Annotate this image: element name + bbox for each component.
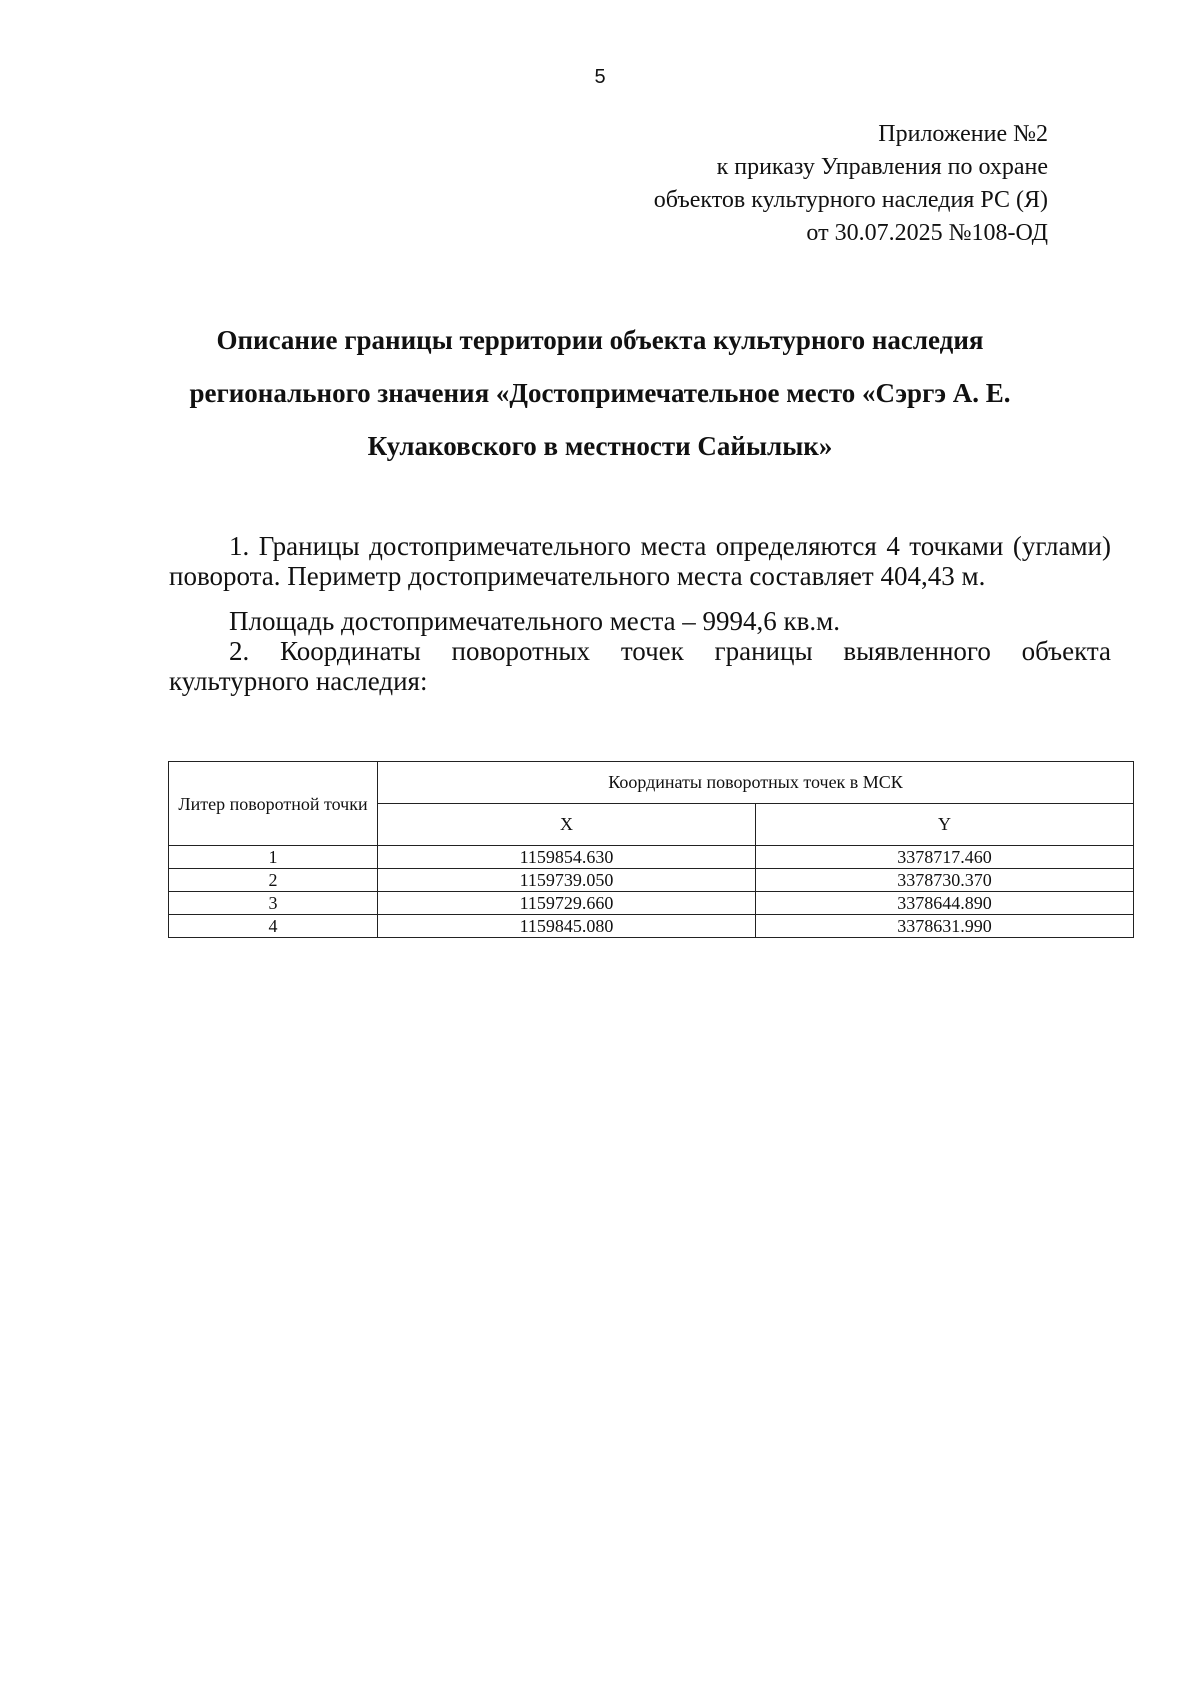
page-number: 5 xyxy=(594,66,606,88)
header-x: X xyxy=(378,804,756,846)
cell-y: 3378730.370 xyxy=(755,869,1133,892)
cell-y: 3378717.460 xyxy=(755,846,1133,869)
cell-x: 1159854.630 xyxy=(378,846,756,869)
paragraph-coordinates: 2. Координаты поворотных точек границы выявленного объекта культурного наследия: xyxy=(169,636,1111,696)
appendix-line: Приложение №2 xyxy=(878,121,1048,147)
table-row xyxy=(169,869,1134,892)
table-row xyxy=(169,892,1134,915)
cell-literal: 2 xyxy=(169,869,378,892)
appendix-line: от 30.07.2025 №108-ОД xyxy=(806,220,1048,246)
table-row xyxy=(169,846,1134,869)
cell-y: 3378644.890 xyxy=(755,892,1133,915)
title-line: регионального значения «Достопримечательное место «Сэргэ А. Е. xyxy=(189,378,1011,408)
cell-y: 3378631.990 xyxy=(755,915,1133,938)
document-body xyxy=(169,531,1111,696)
cell-x: 1159845.080 xyxy=(378,915,756,938)
header-coordinates: Координаты поворотных точек в МСК xyxy=(378,762,1134,804)
header-y: Y xyxy=(755,804,1133,846)
header-literal: Литер поворотной точки xyxy=(169,762,378,846)
appendix-line: объектов культурного наследия РС (Я) xyxy=(653,187,1048,213)
title-line: Описание границы территории объекта культурного наследия xyxy=(216,325,984,355)
cell-literal: 3 xyxy=(169,892,378,915)
paragraph-area: Площадь достопримечательного места – 9994,6 кв.м. xyxy=(229,606,841,636)
cell-x: 1159739.050 xyxy=(378,869,756,892)
table-row xyxy=(169,915,1134,938)
cell-literal: 1 xyxy=(169,846,378,869)
document-title xyxy=(150,314,1050,473)
appendix-line: к приказу Управления по охране xyxy=(716,154,1048,180)
title-line: Кулаковского в местности Сайылык» xyxy=(367,431,833,461)
cell-literal: 4 xyxy=(169,915,378,938)
coordinates-table xyxy=(168,761,1134,938)
appendix-header xyxy=(654,118,1048,250)
paragraph-boundaries: 1. Границы достопримечательного места определяются 4 точками (углами) поворота. Периметр достопримечательного места составляет 404,43 м. xyxy=(169,531,1111,591)
cell-x: 1159729.660 xyxy=(378,892,756,915)
